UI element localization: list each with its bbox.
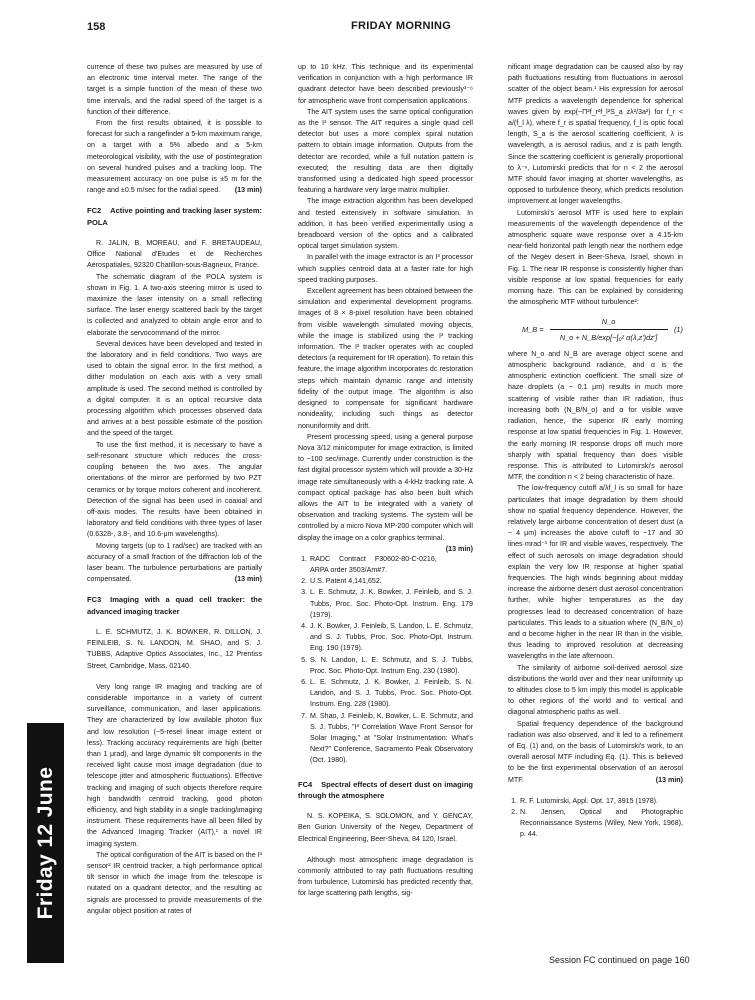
authors: N. S. KOPEIKA, S. SOLOMON, and Y. GENCAY, Ben Gurion University of the Negev, Department of Electrical Engineering, Beer-Sheva, 84 120, Israel. bbox=[298, 812, 473, 843]
paragraph: nificant image degradation can be caused also by ray path fluctuations resulting from fluctuations in aerosol scatter of the object beam.¹ His expression for aerosol MTF predicts a wavelength dependence for spherical waves given by exp(−Π²f_r²f_l²S_a zλ²/3a²) for f_r < a/(f_l λ), where f_r is spatial frequency, f_l is optic focal length, S_a is the aerosol scattering coefficient, λ is wavelength, a is aerosol radius, and z is path length. Since the scattering coefficient is generally proportional to λ⁻ⁿ, Lutomirski predicts that for n < 2 the aerosol MTF should favor imaging at shorter wavelengths, as opposed to turbulence theory, which predicts resolution improvement at longer wavelengths. bbox=[508, 63, 683, 206]
paragraph: The similarity of airborne soil-derived aerosol size distributions the world over and their near uniformity up to altitudes close to 5 km imply this model is applicable to other regions of the world and to vertical and diagonal atmospheric paths as well. bbox=[508, 663, 683, 717]
paragraph: currence of these two pulses are measured by use of an electronic time interval meter. The range of the target is a simple function of the mean of these two time intervals, and the radial speed of the target is a function of their difference. bbox=[87, 63, 262, 116]
section-title-fc2: FC2 Active pointing and tracking laser system: POLA bbox=[87, 206, 262, 227]
paragraph: Lutomirski's aerosol MTF is used here to explain measurements of the wavelength dependence of the atmospheric square wave response over a 4.15-km near-field horizontal path length near the northern edge of the Negev desert in Beer-Sheva, Israel, shown in Fig. 1. The near IR response is consistently higher than visible response at low spatial frequencies for early morning haze. This can be explained by considering the atmospheric MTF without turbulence²: bbox=[508, 208, 683, 307]
paragraph: up to 10 kHz. This technique and its experimental verification in conjunction with a high performance IR quadrant detector have been described previously³⁻⁶ for atmospheric wave front compensation applications. bbox=[298, 63, 473, 105]
reference-item: 5. S. N. Landon, L. E. Schmutz, and S. J. Tubbs, Proc. Soc. Photo-Opt. Instrum Eng. 230 (1980). bbox=[309, 655, 473, 677]
reference-item: 2. U.S. Patent 4,141,652. bbox=[309, 576, 473, 587]
reference-item: 3. L. E. Schmutz, J. K. Bowker, J. Feinleib, and S. J. Tubbs, Proc. Soc. Photo-Opt. Instrum. Eng. 179 (1979). bbox=[309, 587, 473, 621]
reference-item: 6. L. E. Schmutz, J. K. Bowker, J. Feinleib, S. N. Landon, and S. J. Tubbs, Proc. Soc. Photo-Opt. Instrum. Eng. 228 (1980). bbox=[309, 677, 473, 711]
day-side-tab bbox=[27, 723, 64, 963]
running-head: FRIDAY MORNING bbox=[351, 20, 452, 32]
reference-item: 4. J. K. Bowker, J. Feinleib, S. Landon, L. E. Schmutz, and S. J. Tubbs, Proc. Soc. Photo-Opt. Instrum. Eng. 190 (1979). bbox=[309, 621, 473, 655]
reference-list bbox=[298, 554, 473, 767]
talk-duration: (13 min) bbox=[234, 186, 262, 195]
paragraph: Very long range IR imaging and tracking are of considerable importance in a variety of current surveillance, communication, and laser applications. They are characterized by low available photon flux and low resolution (~5-resel linear image extent or less). Tracking accuracy requirements are high (better than 1 μrad), and large dynamic tilt components in the received light cause most image degradation (due to telescope jitter and atmospheric fluctuations). Effective tracking and imaging of such objects therefore require high bandwidth centroid tracking, good photon efficiency, and high stability in a single tracking/imaging instrument. These requirements have all been filled by the Advanced Imaging Tracker (AIT),¹ a novel IR imaging system. bbox=[87, 682, 262, 848]
paragraph: The low-frequency cutoff a/λf_l is so small for haze particulates that image degradation by them should show no spatial frequency dependence. However, the relatively large airborne concentration of desert dust (a ~ 4 μm) increases the above cutoff to ~17 and 30 lines·mrad⁻¹ for IR and visible waves, respectively. The effect of such aerosols on image degradation should explain the very low IR response at higher spatial frequencies. The high winds beginning about midday increase the airborne desert dust aerosol concentration further, while higher temperatures as the day progresses lead to decreased concentration of haze particulates. This leads to a situation where (N_B/N_o) and α become higher in the near IR than in the visible, thus leading to improved resolution at decreasing wavelengths in the late afternoon. bbox=[508, 484, 683, 661]
talk-duration: (13 min) bbox=[234, 575, 262, 584]
side-tab-label: Friday 12 June bbox=[33, 766, 57, 920]
continuation-note: Session FC continued on page 160 bbox=[549, 955, 690, 965]
paragraph: To use the first method, it is necessary to have a self-resonant structure which reduces the cross-coupling between the two axes. The angular orientations of the mirror are performed by two PZT ceramics or by torque motors coherent and incoherent. Detection of the signal has been used in coaxial and off-axis modes. The results have been obtained in laboratory and field conditions with three types of laser (0.6328-, 3.8-, and 10.6-μm wavelengths). bbox=[87, 440, 262, 539]
page-number: 158 bbox=[87, 21, 106, 33]
column-1 bbox=[87, 62, 262, 917]
paragraph: The image extraction algorithm has been developed and tested extensively in software simulation. In addition, it has been verified experimentally using a breadboard version of the optics and a calibrated optical target simulation system. bbox=[298, 197, 473, 251]
section-title-fc4: FC4 Spectral effects of desert dust on imaging through the atmosphere bbox=[298, 779, 473, 800]
paragraph: The optical configuration of the AIT is based on the I³ sensor² IR centroid tracker, a high performance optical tilt sensor in which the image from the telescope is nutated on a quadrant detector, and the resulting ac signals are processed to provide measurements of the angular object position at rates of bbox=[87, 850, 262, 915]
section-title-fc3: FC3 Imaging with a quad cell tracker: the advanced imaging tracker bbox=[87, 595, 262, 616]
paragraph: Although most atmospheric image degradation is commonly attributed to ray path fluctuations resulting from turbulence, Lutomirski has predicted recently that, for large scattering path lengths, sig- bbox=[298, 855, 473, 898]
equation-1 bbox=[522, 316, 683, 342]
equation-lhs: M_B = bbox=[522, 325, 544, 335]
paragraph: The AIT system uses the same optical configuration as the I³ sensor. The AIT requires a single quad cell detector but uses a more complex spiral nutation pattern to obtain image information. Outputs from the detector are recorded, while a full nutation pattern is executed; the resulting data are then digitally transformed using a dedicated high speed processor featuring a hardware very large matrix multiplier. bbox=[298, 107, 473, 195]
column-3 bbox=[508, 62, 683, 841]
talk-duration: (13 min) bbox=[655, 775, 683, 784]
paragraph: In parallel with the image extractor is an I³ processor which supplies centroid data at a faster rate for high speed tracking purposes. bbox=[298, 253, 473, 284]
paragraph: Present processing speed, using a general purpose Nova 3/12 minicomputer for image extraction, is limited to ~100 sec/image. Currently under construction is the fast digital processor system which will provide a 30-Hz image rate simultaneously with a 4-kHz tracking rate. A compact optical package has also been built which allows the AIT to be integrated with a variety of observation and tracking systems. The system will be controlled by a micro Nova MP-200 computer which will display the image on a color graphics terminal. (13 min) bbox=[298, 432, 473, 544]
talk-duration: (13 min) bbox=[445, 544, 473, 553]
reference-list bbox=[508, 796, 683, 841]
paragraph: Spatial frequency dependence of the background radiation was also observed, and it led to a refinement of Eq. (1) and, on the basis of Lutomirski's work, to an overall aerosol MTF including Eq. (1). This is believed to be the first experimental observation of an aerosol MTF. (13 min) bbox=[508, 719, 683, 786]
equation-numerator: N_o bbox=[550, 316, 668, 329]
reference-item: 2. N. Jensen, Optical and Photographic Reconnaissance Systems (Wiley, New York, 1968), p. 44. bbox=[519, 807, 683, 841]
paragraph: From the first results obtained, it is possible to forecast for such a rangefinder a 5-km maximum range, on a target with a 5% albedo and a 5-km meteorological visibility, with the use of postintegration on several hundred pulses and a tracking loop. The measurement accuracy on one pulse is ±5 m for the range and ±0.5 m/sec for the radial speed. (13 min) bbox=[87, 118, 262, 196]
equation-fraction bbox=[550, 316, 668, 342]
reference-item: 7. M. Shao, J. Feinleib, K. Bowker, L. E. Schmutz, and S. J. Tubbs, "I³ Correlation Wave Front Sensor for Solar Imaging," at "Solar Instrumentation: What's Next?" Conference, Sacramento Peak Observatory (Oct. 1980). bbox=[309, 711, 473, 767]
paragraph: The schematic diagram of the POLA system is shown in Fig. 1. A two-axis steering mirror is used to maximize the laser intensity on a small reflecting surface. The laser energy scattered back by the target is collected and analyzed to obtain angle error and to elaborate the servocommand of the mirror. bbox=[87, 272, 262, 337]
paragraph: where N_o and N_B are average object scene and atmospheric background radiance, and α is the atmospheric extinction coefficient. The small size of haze droplets (a ~ 0.1 μm) results in much more scattering of visible rather than IR radiation, thus increasing both (N_B/N_o) and α for visible wave radiation, hence, the superior IR early morning response at low spatial frequencies in Fig. 1. However, the early morning IR response drops off much more sharply with spatial frequency than does visible response. This is attributed to Lutomirski's aerosol MTF, the condition n < 2 being characteristic of haze. bbox=[508, 349, 683, 482]
equation-denominator: N_o + N_B/exp[−∫₀ᶻ α(λ,z′)dz′] bbox=[559, 332, 658, 342]
authors: L. E. SCHMUTZ, J. K. BOWKER, R. DILLON, J. FEINLEIB, S. N. LANDON, M. SHAO, and S. J. TUBBS, Adaptive Optics Associates, Inc., 12 Prentiss Street, Cambridge, Mass. 02140. bbox=[87, 627, 262, 670]
column-2 bbox=[298, 62, 473, 900]
paragraph: Excellent agreement has been obtained between the simulation and experimental development programs. Images of 8 × 8-pixel resolution have been obtained from visible wavelength simulated moving objects, while the image is stabilized using the I³ tracking information. The I³ tracker operates with ac coupled detectors (a requirement for IR operation). To retain this feature, the image algorithm incorporates dc restoration steps which maintain dynamic range and intensity fidelity of the output image. The algorithm is also designed to compensate for significant hardware nonideality, including such things as detector nonuniformity and drift. bbox=[298, 287, 473, 430]
paragraph: Moving targets (up to 1 rad/sec) are tracked with an accuracy of a small fraction of the diffraction lob of the laser beam. The turbulence perturbations are partially compensated. (13 min) bbox=[87, 541, 262, 586]
paragraph: Several devices have been developed and tested in the laboratory and in field conditions. Two ways are used to obtain the signal error. In the first method, a dither modulation on each axis with a very small amplitude is used. The second method is controlled by a digital computer. It is an optical recursive data processing algorithm which processes observed data and arrives at a best possible estimate of the position and the speed of the target. bbox=[87, 339, 262, 438]
reference-item: 1. RADC Contract F30602-80-C-0216, ARPA order 3503/Am#7. bbox=[309, 554, 473, 576]
authors: R. JALIN, B. MOREAU, and F. BRETAUDEAU, Office National d'Etudes et de Recherches Aerospatiales, 92320 Chatillon-sous-Bagneux, France. bbox=[87, 239, 262, 270]
reference-item: 1. R. F. Lutomirski, Appl. Opt. 17, 3915 (1978). bbox=[519, 796, 683, 807]
equation-number: (1) bbox=[673, 325, 683, 335]
